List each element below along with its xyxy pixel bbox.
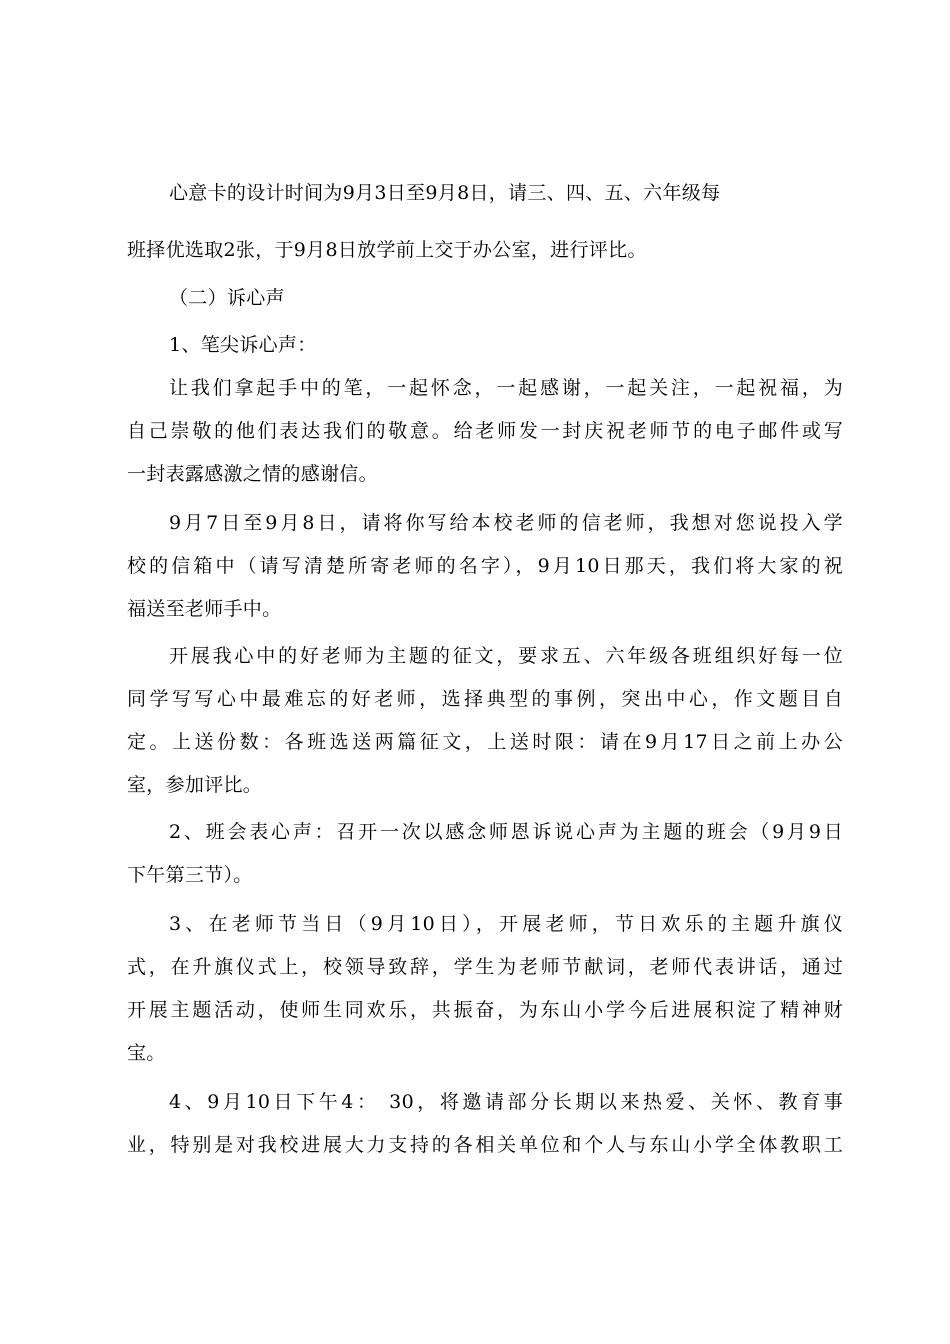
paragraph-line: 开展主题活动，使师生同欢乐，共振奋，为东山小学今后进展积淀了精神财 xyxy=(127,999,843,1021)
paragraph-line: 宝。 xyxy=(127,1042,166,1064)
paragraph-line: 3、在老师节当日（9月10日），开展老师，节日欢乐的主题升旗仪 xyxy=(169,913,843,935)
paragraph-line: 2、班会表心声：召开一次以感念师恩诉说心声为主题的班会（9月9日 xyxy=(169,821,843,843)
paragraph-line: 班择优选取2张，于9月8日放学前上交于办公室，进行评比。 xyxy=(127,239,647,261)
paragraph-line: 业，特别是对我校进展大力支持的各相关单位和个人与东山小学全体教职工 xyxy=(127,1134,843,1156)
paragraph-line: 让我们拿起手中的笔，一起怀念，一起感谢，一起关注，一起祝福，为 xyxy=(169,377,843,399)
section-heading: （二）诉心声 xyxy=(169,287,285,309)
paragraph-line: 4、9月10日下午4： 30，将邀请部分长期以来热爱、关怀、教育事 xyxy=(169,1091,843,1113)
paragraph-line: 一封表露感激之情的感谢信。 xyxy=(127,463,378,485)
paragraph-line: 定。上送份数：各班选送两篇征文，上送时限：请在9月17日之前上办公 xyxy=(127,731,843,753)
paragraph-line: 自己崇敬的他们表达我们的敬意。给老师发一封庆祝老师节的电子邮件或写 xyxy=(127,420,843,442)
paragraph-line: 式，在升旗仪式上，校领导致辞，学生为老师节献词，老师代表讲话，通过 xyxy=(127,956,843,978)
subsection-heading: 1、笔尖诉心声： xyxy=(169,334,317,356)
paragraph-line: 开展我心中的好老师为主题的征文，要求五、六年级各班组织好每一位 xyxy=(169,645,843,667)
paragraph-line: 下午第三节）。 xyxy=(127,864,253,886)
paragraph-line: 校的信箱中（请写清楚所寄老师的名字），9月10日那天，我们将大家的祝 xyxy=(127,555,843,577)
paragraph-line: 心意卡的设计时间为9月3日至9月8日，请三、四、五、六年级每 xyxy=(169,182,721,204)
paragraph-line: 室，参加评比。 xyxy=(127,774,263,796)
paragraph-line: 福送至老师手中。 xyxy=(127,598,282,620)
paragraph-line: 同学写写心中最难忘的好老师，选择典型的事例，突出中心，作文题目自 xyxy=(127,688,843,710)
paragraph-line: 9月7日至9月8日，请将你写给本校老师的信老师，我想对您说投入学 xyxy=(169,512,843,534)
